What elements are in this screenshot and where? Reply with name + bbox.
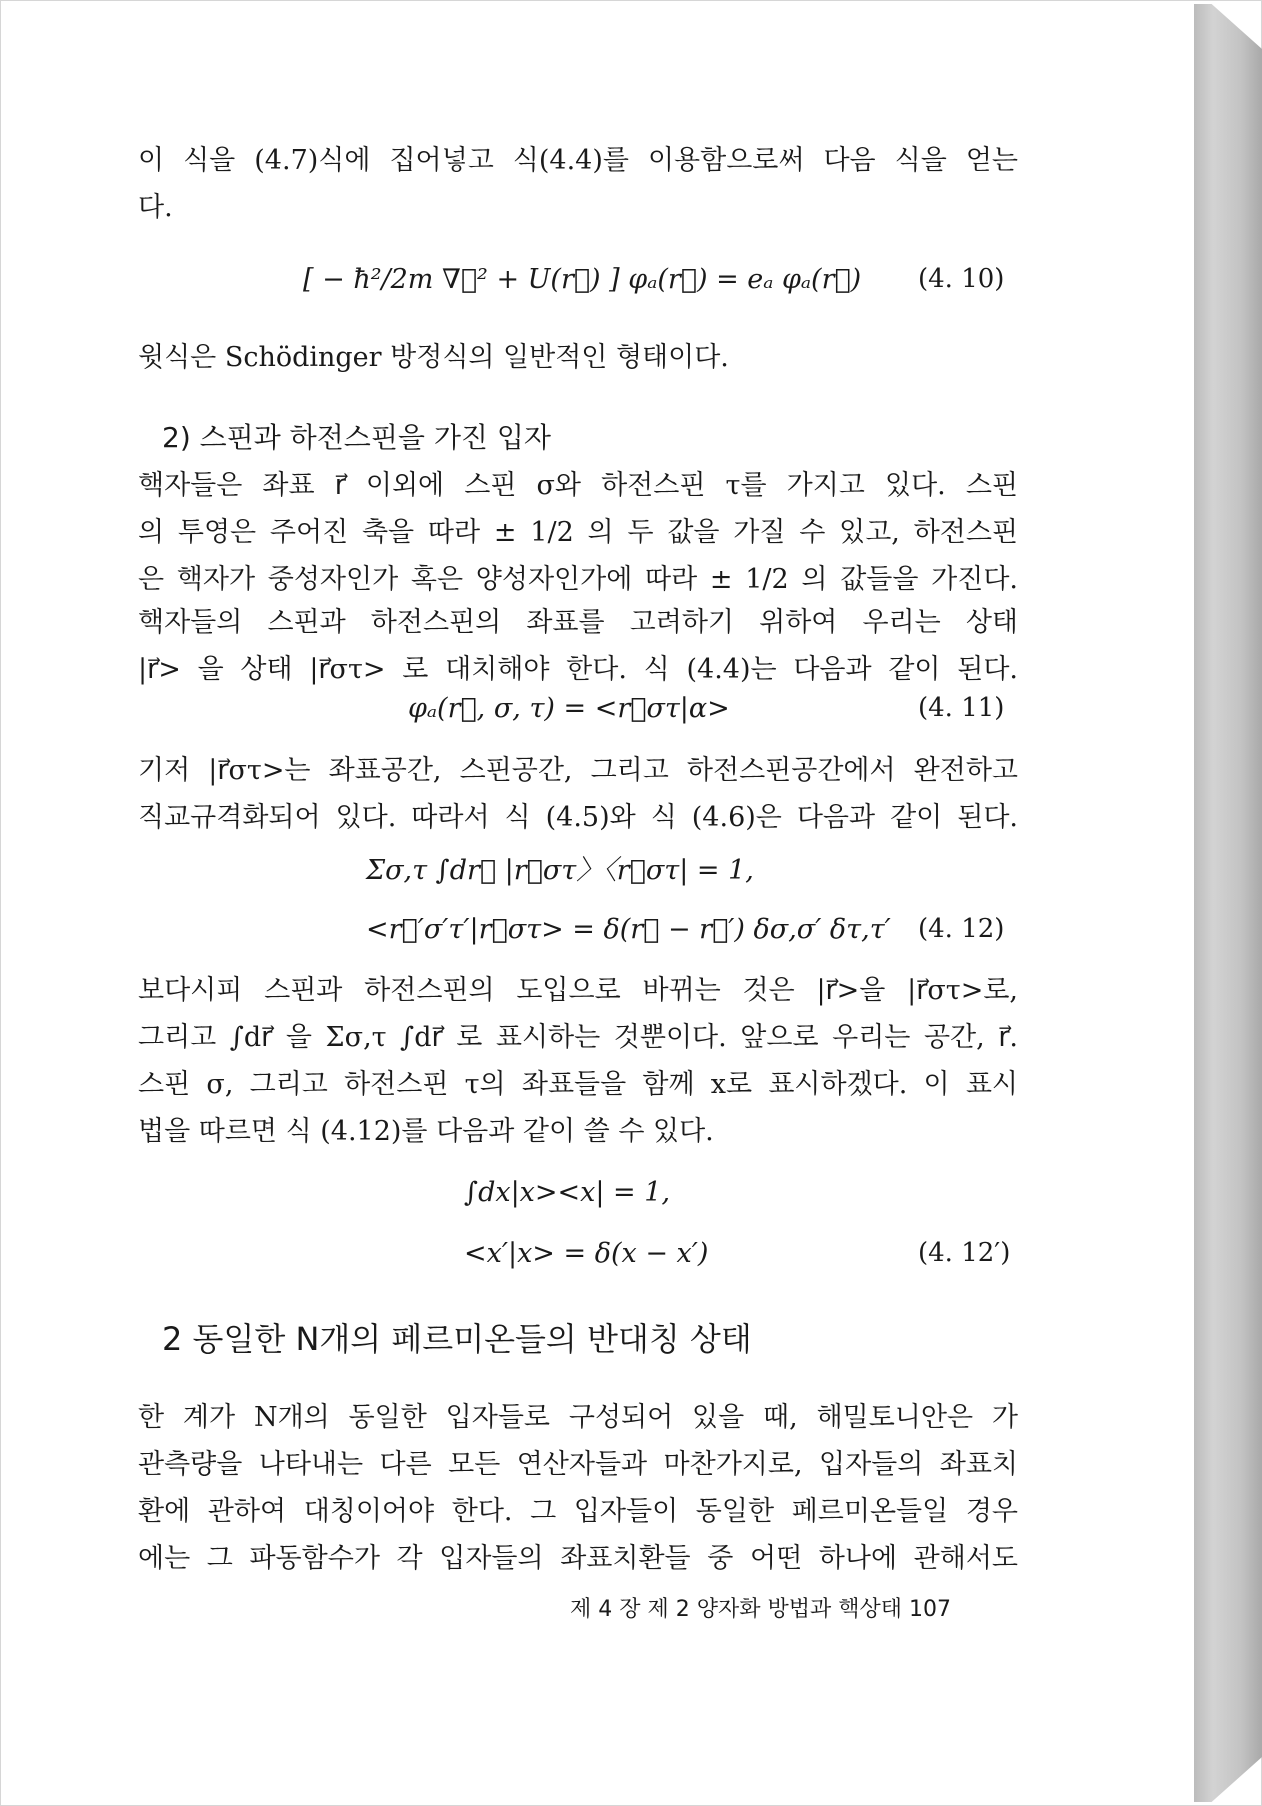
equation-number: (4. 12) <box>918 914 1005 944</box>
paragraph-5 <box>138 747 1018 841</box>
paragraph-line: 이 식을 (4.7)식에 집어넣고 식(4.4)를 이용함으로써 다음 식을 얻는 <box>138 145 1018 176</box>
paragraph-line: |r⃗> 을 상태 |r⃗στ> 로 대치해야 한다. 식 (4.4)는 다음과 같이 된다. <box>138 654 1018 685</box>
paragraph-line: 그리고 ∫dr⃗ 을 Σσ,τ ∫dr⃗ 로 표시하는 것뿐이다. 앞으로 우리는 공간, r⃗. <box>138 1022 1018 1053</box>
paragraph-6 <box>138 967 1018 1155</box>
subsection-heading: 2) 스핀과 하전스핀을 가진 입자 <box>162 421 551 454</box>
paragraph-line: 핵자들의 스핀과 하전스핀의 좌표를 고려하기 위하여 우리는 상태 <box>138 607 1018 638</box>
paragraph-line: 보다시피 스핀과 하전스핀의 도입으로 바뀌는 것은 |r⃗>을 |r⃗στ>로, <box>138 975 1018 1006</box>
equation-number: (4. 10) <box>918 264 1005 294</box>
paragraph-3 <box>138 462 1018 603</box>
equation-4-11: φₐ(r⃗, σ, τ) = <r⃗στ|α> <box>408 693 730 724</box>
equation-4-10: [ − ħ²/2m ∇⃗² + U(r⃗) ] φₐ(r⃗) = eₐ φₐ(r⃗) <box>303 264 862 295</box>
paragraph-2: 윗식은 Schödinger 방정식의 일반적인 형태이다. <box>138 342 729 373</box>
section-heading: 2 동일한 N개의 페르미온들의 반대칭 상태 <box>162 1320 752 1358</box>
paragraph-line: 관측량을 나타내는 다른 모든 연산자들과 마찬가지로, 입자들의 좌표치 <box>138 1449 1018 1480</box>
paragraph-line: 법을 따르면 식 (4.12)를 다음과 같이 쓸 수 있다. <box>138 1116 714 1147</box>
paragraph-line: 에는 그 파동함수가 각 입자들의 좌표치환들 중 어떤 하나에 관해서도 <box>138 1543 1018 1574</box>
paragraph-line: 의 투영은 주어진 축을 따라 ± 1/2 의 두 값을 가질 수 있고, 하전스핀 <box>138 517 1018 548</box>
paragraph-4 <box>138 599 1018 693</box>
page-footer: 제 4 장 제 2 양자화 방법과 핵상태 107 <box>570 1597 951 1622</box>
paragraph-1 <box>138 137 1018 231</box>
equation-number: (4. 12′) <box>918 1238 1011 1268</box>
paragraph-line: 다. <box>138 192 173 223</box>
equation-4-12-prime-line-1: ∫dx|x><x| = 1, <box>464 1177 671 1208</box>
paragraph-7 <box>138 1394 1018 1582</box>
equation-4-12-prime-line-2: <x′|x> = δ(x − x′) <box>464 1238 709 1269</box>
paragraph-line: 한 계가 N개의 동일한 입자들로 구성되어 있을 때, 해밀토니안은 가 <box>138 1402 1018 1433</box>
paragraph-line: 직교규격화되어 있다. 따라서 식 (4.5)와 식 (4.6)은 다음과 같이 된다. <box>138 802 1018 833</box>
paragraph-line: 스핀 σ, 그리고 하전스핀 τ의 좌표들을 함께 x로 표시하겠다. 이 표시 <box>138 1069 1018 1100</box>
equation-4-12-line-2: <r⃗′σ′τ′|r⃗στ> = δ(r⃗ − r⃗′) δσ,σ′ δτ,τ′ <box>366 914 891 945</box>
paragraph-line: 핵자들은 좌표 r⃗ 이외에 스핀 σ와 하전스핀 τ를 가지고 있다. 스핀 <box>138 470 1018 501</box>
equation-4-12-line-1: Σσ,τ ∫dr⃗ |r⃗στ〉〈r⃗στ| = 1, <box>366 855 754 886</box>
equation-number: (4. 11) <box>918 693 1005 723</box>
paragraph-line: 기저 |r⃗στ>는 좌표공간, 스핀공간, 그리고 하전스핀공간에서 완전하고 <box>138 755 1018 786</box>
paragraph-line: 환에 관하여 대칭이어야 한다. 그 입자들이 동일한 페르미온들일 경우 <box>138 1496 1018 1527</box>
paragraph-line: 은 핵자가 중성자인가 혹은 양성자인가에 따라 ± 1/2 의 값들을 가진다. <box>138 564 1018 595</box>
book-page <box>10 4 1194 1802</box>
page-edge <box>1192 4 1262 1802</box>
